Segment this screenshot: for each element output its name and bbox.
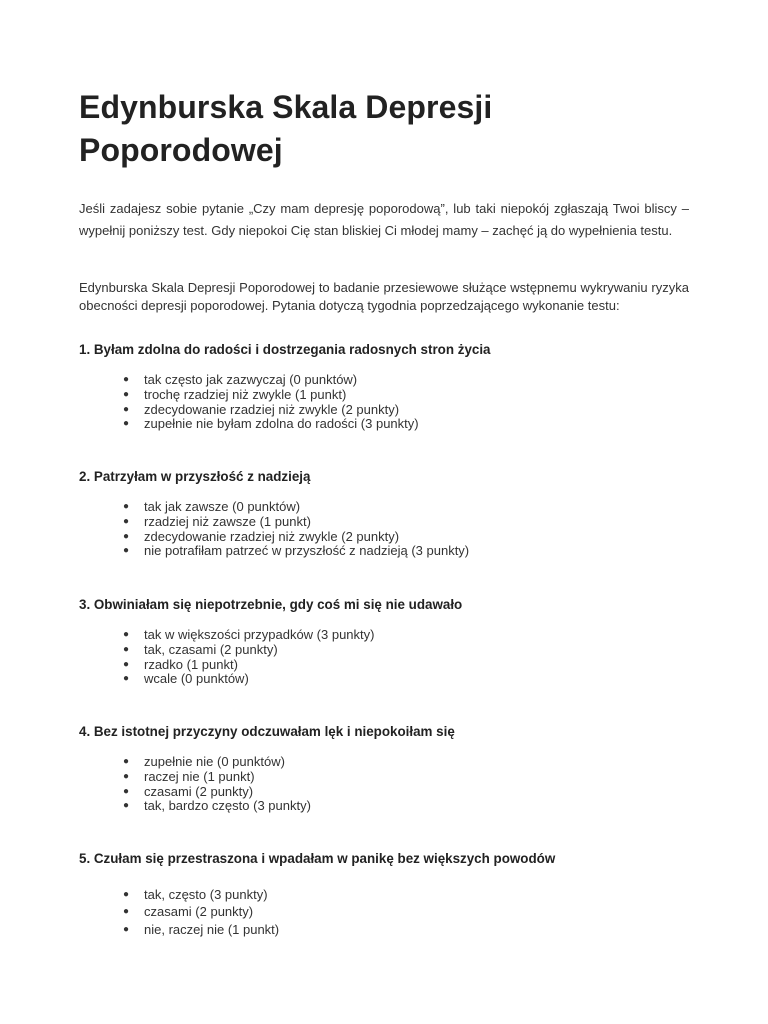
option-label: nie potrafiłam patrzeć w przyszłość z nadzieją (3 punkty) bbox=[144, 543, 470, 559]
bullet-icon: ● bbox=[123, 388, 130, 400]
list-item bbox=[123, 672, 374, 687]
option-label: czasami (2 punkty) bbox=[144, 783, 254, 799]
option-label: raczej nie (1 punkt) bbox=[144, 768, 255, 784]
bullet-icon: ● bbox=[123, 923, 130, 935]
bullet-icon: ● bbox=[123, 770, 130, 782]
bullet-icon: ● bbox=[123, 629, 130, 640]
question-3-options bbox=[123, 628, 374, 687]
option-label: tak często jak zazwyczaj (0 punktów) bbox=[144, 372, 358, 387]
list-item bbox=[123, 643, 374, 658]
page-title: Edynburska Skala Depresji Poporodowej bbox=[79, 89, 493, 168]
bullet-icon: ● bbox=[123, 374, 130, 385]
list-item bbox=[123, 388, 419, 403]
option-label: zdecydowanie rzadziej niż zwykle (2 punkty) bbox=[144, 528, 400, 544]
question-2-options bbox=[123, 500, 469, 559]
option-label: zupełnie nie byłam zdolna do radości (3 punkty) bbox=[144, 416, 419, 432]
option-label: rzadko (1 punkt) bbox=[144, 656, 238, 672]
bullet-icon: ● bbox=[123, 785, 130, 797]
bullet-icon: ● bbox=[123, 756, 130, 767]
bullet-icon: ● bbox=[123, 530, 130, 542]
question-4-heading: 4. Bez istotnej przyczyny odczuwałam lęk i niepokoiłam się bbox=[79, 724, 455, 739]
bullet-icon: ● bbox=[123, 673, 130, 685]
list-item bbox=[123, 785, 311, 800]
question-5-options bbox=[123, 886, 279, 938]
list-item bbox=[123, 921, 279, 938]
option-label: wcale (0 punktów) bbox=[144, 671, 249, 687]
option-label: rzadziej niż zawsze (1 punkt) bbox=[144, 513, 311, 529]
intro-paragraph-1: Jeśli zadajesz sobie pytanie „Czy mam depresję poporodową”, lub taki niepokój zgłaszają Twoi bliscy – wypełnij poniższy test. Gdy niepokoi Cię stan bliskiej Ci młodej mamy – zachęć ją do wypełnienia testu. bbox=[79, 201, 689, 238]
list-item bbox=[123, 755, 311, 770]
question-2-heading: 2. Patrzyłam w przyszłość z nadzieją bbox=[79, 469, 311, 484]
option-label: tak w większości przypadków (3 punkty) bbox=[144, 627, 375, 642]
question-1-options bbox=[123, 373, 419, 432]
bullet-icon: ● bbox=[123, 643, 130, 655]
list-item bbox=[123, 628, 374, 643]
list-item bbox=[123, 903, 279, 920]
option-label: czasami (2 punkty) bbox=[144, 904, 254, 920]
list-item bbox=[123, 515, 469, 530]
question-3-heading: 3. Obwiniałam się niepotrzebnie, gdy coś mi się nie udawało bbox=[79, 597, 463, 612]
bullet-icon: ● bbox=[123, 800, 130, 812]
question-5-heading: 5. Czułam się przestraszona i wpadałam w panikę bez większych powodów bbox=[79, 851, 556, 866]
option-label: nie, raczej nie (1 punkt) bbox=[144, 921, 280, 937]
option-label: tak, często (3 punkty) bbox=[144, 887, 268, 902]
list-item bbox=[123, 417, 419, 432]
question-4-options bbox=[123, 755, 311, 814]
bullet-icon: ● bbox=[123, 501, 130, 512]
list-item bbox=[123, 403, 419, 418]
list-item bbox=[123, 886, 279, 903]
list-item bbox=[123, 373, 419, 388]
bullet-icon: ● bbox=[123, 658, 130, 670]
question-1-heading: 1. Byłam zdolna do radości i dostrzegania radosnych stron życia bbox=[79, 342, 491, 357]
option-label: tak jak zawsze (0 punktów) bbox=[144, 499, 301, 514]
option-label: tak, bardzo często (3 punkty) bbox=[144, 798, 311, 814]
list-item bbox=[123, 770, 311, 785]
option-label: zdecydowanie rzadziej niż zwykle (2 punkty) bbox=[144, 401, 400, 417]
intro-paragraph-2: Edynburska Skala Depresji Poporodowej to badanie przesiewowe służące wstępnemu wykrywaniu ryzyka obecności depresji poporodowej. Pytania dotyczą tygodnia poprzedzającego wykonanie testu: bbox=[79, 280, 689, 313]
bullet-icon: ● bbox=[123, 418, 130, 430]
list-item bbox=[123, 658, 374, 673]
list-item bbox=[123, 544, 469, 559]
list-item bbox=[123, 799, 311, 814]
bullet-icon: ● bbox=[123, 889, 130, 900]
bullet-icon: ● bbox=[123, 906, 130, 918]
bullet-icon: ● bbox=[123, 515, 130, 527]
option-label: zupełnie nie (0 punktów) bbox=[144, 754, 285, 769]
bullet-icon: ● bbox=[123, 545, 130, 557]
option-label: trochę rzadziej niż zwykle (1 punkt) bbox=[144, 386, 347, 402]
list-item bbox=[123, 500, 469, 515]
option-label: tak, czasami (2 punkty) bbox=[144, 641, 278, 657]
list-item bbox=[123, 530, 469, 545]
bullet-icon: ● bbox=[123, 403, 130, 415]
